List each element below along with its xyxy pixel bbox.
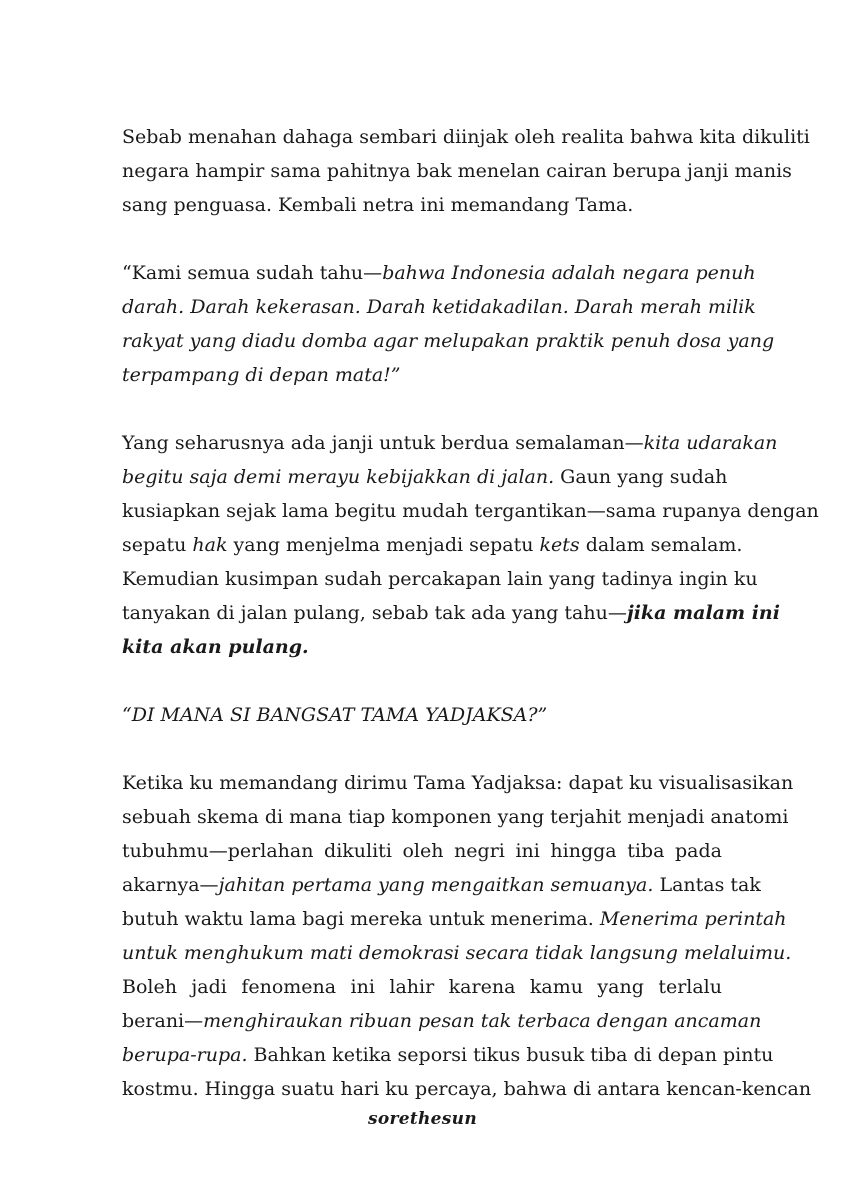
text-run: “Kami semua sudah tahu— (122, 262, 383, 284)
text-run: tubuhmu—perlahan dikuliti oleh negri ini hingga tiba pada (122, 840, 722, 862)
text-run: yang menjelma menjadi sepatu (227, 534, 540, 556)
text-line (122, 630, 722, 664)
italic-text: jahitan pertama yang mengaitkan semuanya. (218, 874, 654, 896)
page-footer: sorethesun (367, 1109, 477, 1129)
text-run: kostmu. Hingga suatu hari ku percaya, bahwa di antara kencan-kencan (122, 1078, 812, 1100)
text-line (122, 1072, 812, 1106)
text-line (122, 494, 819, 528)
text-run: Yang seharusnya ada janji untuk berdua semalaman— (122, 432, 644, 454)
bold-italic-text: jika malam ini (626, 602, 780, 624)
text-line (122, 324, 775, 358)
italic-text: terpampang di depan mata!” (122, 364, 401, 386)
text-line (122, 256, 756, 290)
text-run: kusiapkan sejak lama begitu mudah tergantikan—sama rupanya dengan (122, 500, 819, 522)
italic-text: Menerima perintah (599, 908, 787, 930)
italic-text: untuk menghukum mati demokrasi secara tidak langsung melaluimu. (122, 942, 792, 964)
text-run: dalam semalam. (579, 534, 743, 556)
text-line (122, 1004, 762, 1038)
italic-text: hak (192, 534, 228, 556)
text-run: Ketika ku memandang dirimu Tama Yadjaksa: dapat ku visualisasikan (122, 772, 794, 794)
italic-text: kets (539, 534, 580, 556)
text-line (122, 358, 722, 392)
paragraph (122, 120, 810, 222)
text-line (122, 188, 722, 222)
text-line (122, 834, 722, 868)
text-run: Lantas tak (653, 874, 761, 896)
italic-text: bahwa Indonesia adalah negara penuh (382, 262, 756, 284)
text-run: Gaun yang sudah (554, 466, 728, 488)
text-run: Sebab menahan dahaga sembari diinjak oleh realita bahwa kita dikuliti (122, 126, 810, 148)
text-line (122, 868, 761, 902)
text-run: akarnya— (122, 874, 219, 896)
text-run: tanyakan di jalan pulang, sebab tak ada yang tahu— (122, 602, 627, 624)
italic-text: berupa-rupa. (122, 1044, 248, 1066)
text-line (122, 800, 789, 834)
text-line (122, 902, 787, 936)
text-run: negara hampir sama pahitnya bak menelan cairan berupa janji manis (122, 160, 792, 182)
text-line (122, 936, 792, 970)
bold-italic-text: kita akan pulang. (122, 636, 309, 658)
italic-text: “DI MANA SI BANGSAT TAMA YADJAKSA?” (122, 704, 548, 726)
paragraph (122, 766, 812, 1106)
text-line (122, 1038, 774, 1072)
text-line (122, 970, 722, 1004)
text-run: sang penguasa. Kembali netra ini memandang Tama. (122, 194, 634, 216)
text-line (122, 120, 810, 154)
text-line (122, 528, 743, 562)
italic-text: begitu saja demi merayu kebijakkan di jalan. (122, 466, 555, 488)
text-line (122, 290, 756, 324)
text-run: sebuah skema di mana tiap komponen yang terjahit menjadi anatomi (122, 806, 789, 828)
italic-text: kita udarakan (643, 432, 778, 454)
italic-text: darah. Darah kekerasan. Darah ketidakadilan. Darah merah milik (122, 296, 756, 318)
text-run: Boleh jadi fenomena ini lahir karena kamu yang terlalu (122, 976, 722, 998)
paragraph (122, 426, 819, 664)
italic-text: menghiraukan ribuan pesan tak terbaca dengan ancaman (203, 1010, 762, 1032)
text-line (122, 154, 792, 188)
text-line (122, 426, 778, 460)
text-run: Kemudian kusimpan sudah percakapan lain yang tadinya ingin ku (122, 568, 758, 590)
paragraph (122, 256, 775, 392)
text-line (122, 766, 794, 800)
text-line (122, 460, 728, 494)
italic-text: rakyat yang diadu domba agar melupakan praktik penuh dosa yang (122, 330, 775, 352)
paragraph (122, 698, 722, 732)
text-run: Bahkan ketika seporsi tikus busuk tiba di depan pintu (247, 1044, 774, 1066)
body-text (122, 120, 819, 1106)
text-line (122, 596, 780, 630)
text-run: sepatu (122, 534, 193, 556)
text-run: berani— (122, 1010, 204, 1032)
text-run: butuh waktu lama bagi mereka untuk menerima. (122, 908, 600, 930)
text-line (122, 562, 758, 596)
text-line (122, 698, 722, 732)
